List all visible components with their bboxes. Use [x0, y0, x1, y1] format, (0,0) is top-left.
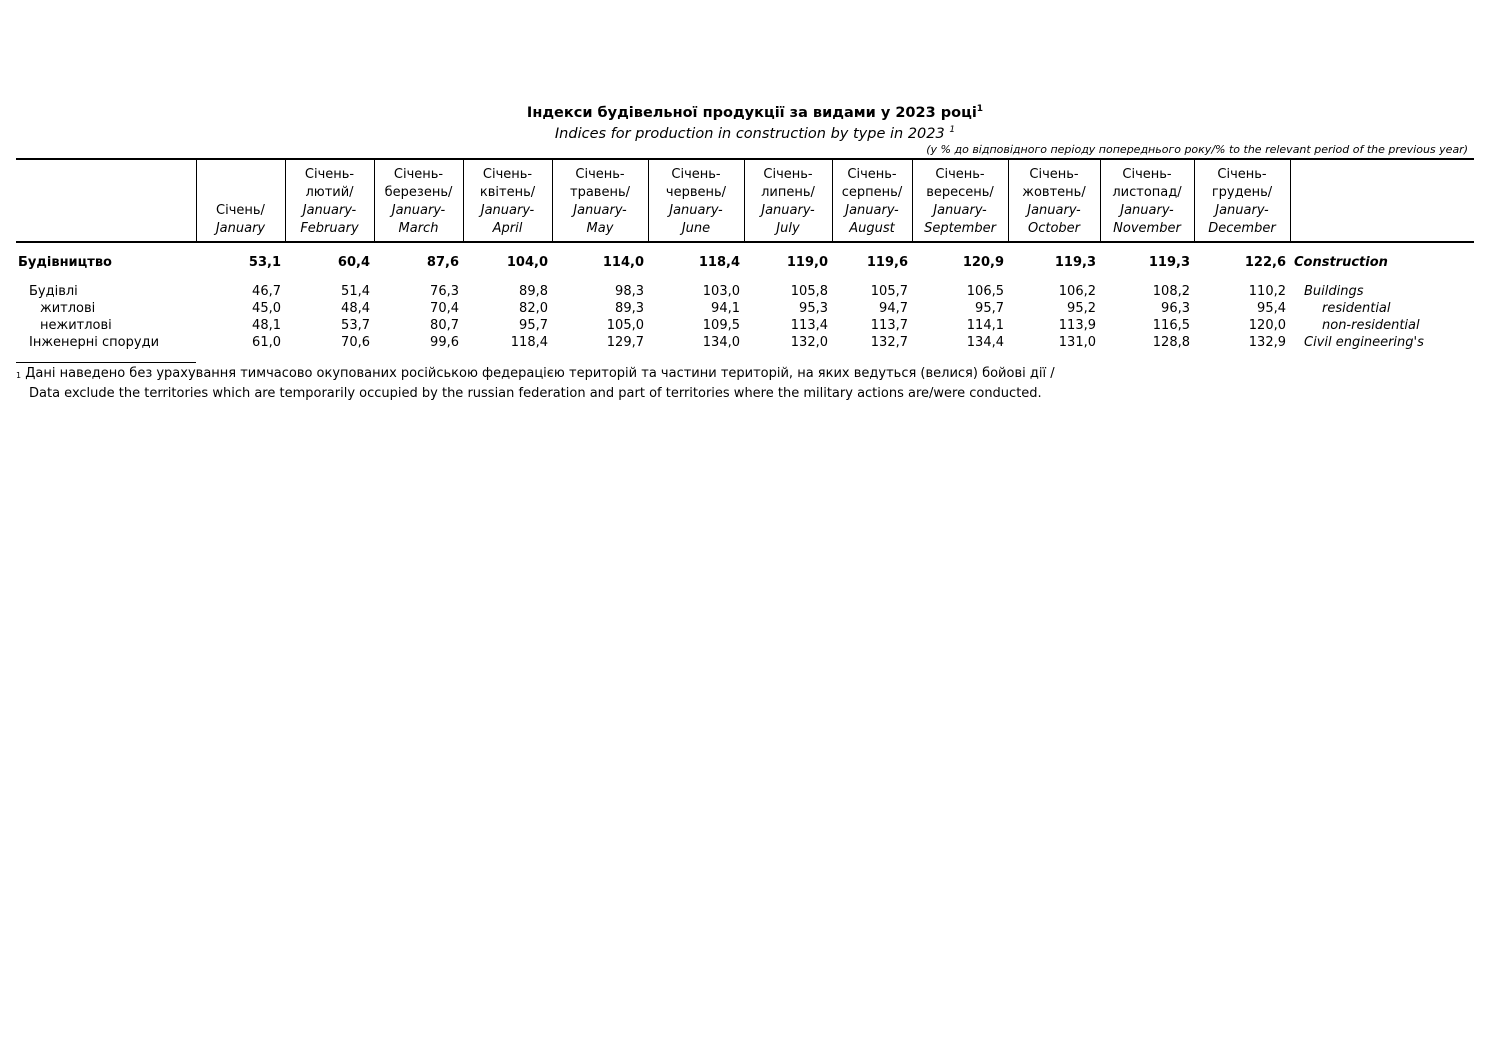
value-cell: 132,7 [870, 335, 908, 350]
value-cell: 89,8 [519, 284, 548, 299]
row-label-en: Buildings [1304, 284, 1364, 299]
header-empty-cell [16, 159, 196, 242]
value-cell: 128,8 [1152, 335, 1190, 350]
value-cell: 51,4 [341, 284, 370, 299]
value-cell: 60,4 [337, 255, 370, 270]
table-header-row [16, 159, 1474, 242]
value-cell: 134,0 [702, 335, 740, 350]
column-header-en: January- May [573, 203, 627, 236]
column-header-en: January- September [924, 203, 996, 236]
footnote-divider [16, 362, 196, 363]
document [16, 98, 1474, 404]
value-cell: 118,4 [698, 255, 740, 270]
table-body [16, 242, 1474, 351]
value-cell: 105,7 [870, 284, 908, 299]
value-cell: 122,6 [1244, 255, 1286, 270]
subtitle-footnote-mark: 1 [949, 125, 956, 135]
value-cell: 108,2 [1152, 284, 1190, 299]
column-header-uk: Січень- серпень/ [841, 167, 903, 200]
column-header-6 [744, 159, 832, 242]
column-header-en: January- October [1027, 203, 1081, 236]
value-cell: 106,2 [1058, 284, 1096, 299]
value-cell: 48,1 [252, 318, 281, 333]
value-cell: 103,0 [702, 284, 740, 299]
row-label-uk: житлові [40, 301, 96, 316]
value-cell: 114,1 [966, 318, 1004, 333]
value-cell: 104,0 [506, 255, 548, 270]
column-header-en: January [215, 221, 266, 236]
value-cell: 61,0 [252, 335, 281, 350]
value-cell: 118,4 [510, 335, 548, 350]
table-row [16, 317, 1474, 334]
table-row [16, 252, 1474, 274]
column-header-uk: Січень- березень/ [384, 167, 453, 200]
column-header-en: January- December [1208, 203, 1276, 236]
value-cell: 96,3 [1161, 301, 1190, 316]
value-cell: 113,4 [790, 318, 828, 333]
column-header-uk: Січень- червень/ [665, 167, 727, 200]
value-cell: 119,3 [1148, 255, 1190, 270]
column-header-5 [648, 159, 744, 242]
row-label-uk: Будівлі [29, 284, 78, 299]
value-cell: 105,0 [606, 318, 644, 333]
column-header-4 [552, 159, 648, 242]
value-cell: 89,3 [615, 301, 644, 316]
column-header-uk: Січень- лютий/ [304, 167, 355, 200]
value-cell: 120,9 [962, 255, 1004, 270]
value-cell: 131,0 [1058, 335, 1096, 350]
table-row [16, 283, 1474, 300]
value-cell: 45,0 [252, 301, 281, 316]
row-label-en: Civil engineering's [1304, 335, 1424, 350]
column-header-uk: Січень- вересень/ [926, 167, 994, 200]
column-header-en: January- June [669, 203, 723, 236]
value-cell: 95,3 [799, 301, 828, 316]
table-row [16, 300, 1474, 317]
value-cell: 119,6 [866, 255, 908, 270]
value-cell: 95,4 [1257, 301, 1286, 316]
column-header-9 [1008, 159, 1100, 242]
value-cell: 110,2 [1248, 284, 1286, 299]
row-label-uk: Будівництво [18, 255, 112, 270]
value-cell: 106,5 [966, 284, 1004, 299]
footnote-mark: 1 [16, 371, 22, 380]
column-header-8 [912, 159, 1008, 242]
value-cell: 120,0 [1248, 318, 1286, 333]
value-cell: 48,4 [341, 301, 370, 316]
value-cell: 134,4 [966, 335, 1004, 350]
row-label-uk: Інженерні споруди [29, 335, 160, 350]
value-cell: 119,0 [786, 255, 828, 270]
value-cell: 70,4 [430, 301, 459, 316]
table-row [16, 334, 1474, 351]
column-header-uk: Січень- травень/ [570, 167, 630, 200]
column-header-10 [1100, 159, 1194, 242]
value-cell: 70,6 [341, 335, 370, 350]
footnote [16, 364, 1474, 404]
value-cell: 82,0 [519, 301, 548, 316]
column-header-2 [374, 159, 463, 242]
spacer-cell [16, 274, 1474, 283]
value-cell: 87,6 [426, 255, 459, 270]
value-cell: 53,7 [341, 318, 370, 333]
value-cell: 98,3 [615, 284, 644, 299]
footnote-text-uk: Дані наведено без урахування тимчасово окупованих російською федерацією територій та частини територій, на яких ведуться (велися) бойові дії / [25, 366, 1055, 381]
column-header-en: January- April [480, 203, 535, 236]
value-cell: 105,8 [790, 284, 828, 299]
value-cell: 94,7 [879, 301, 908, 316]
column-header-11 [1194, 159, 1290, 242]
title-footnote-mark: 1 [976, 104, 984, 114]
row-label-en: non-residential [1322, 318, 1420, 333]
spacer-row [16, 274, 1474, 283]
column-header-en: January- February [300, 203, 359, 236]
row-label-en: Construction [1294, 255, 1388, 270]
column-header-0 [196, 159, 285, 242]
column-header-1 [285, 159, 374, 242]
value-cell: 95,7 [519, 318, 548, 333]
header-empty-cell-right [1290, 159, 1474, 242]
column-header-uk: Січень- листопад/ [1112, 167, 1182, 200]
spacer-row [16, 242, 1474, 252]
column-header-en: January- August [845, 203, 899, 236]
footnote-line-2: Data exclude the territories which are temporarily occupied by the russian federation and part of territories where the military actions are/were conducted. [29, 386, 1042, 401]
value-cell: 119,3 [1054, 255, 1096, 270]
indices-table [16, 158, 1474, 351]
value-cell: 46,7 [252, 284, 281, 299]
footnote-line-1 [16, 364, 1474, 384]
value-cell: 116,5 [1152, 318, 1190, 333]
table-title-text: Індекси будівельної продукції за видами у 2023 році [526, 104, 977, 121]
value-cell: 114,0 [602, 255, 644, 270]
table-title [16, 98, 1474, 120]
table-subtitle [16, 120, 1474, 142]
value-cell: 132,9 [1248, 335, 1286, 350]
column-header-en: January- July [761, 203, 815, 236]
value-cell: 53,1 [248, 255, 281, 270]
units-note: (у % до відповідного періоду попереднього року/% to the relevant period of the previous year) [926, 143, 1468, 156]
value-cell: 113,7 [870, 318, 908, 333]
column-header-en: January- March [391, 203, 446, 236]
value-cell: 94,1 [711, 301, 740, 316]
value-cell: 99,6 [430, 335, 459, 350]
spacer-cell [16, 242, 1474, 252]
value-cell: 129,7 [606, 335, 644, 350]
value-cell: 95,2 [1067, 301, 1096, 316]
table-subtitle-text: Indices for production in construction by type in 2023 [554, 125, 945, 142]
column-header-en: January- November [1113, 203, 1181, 236]
row-label-uk: нежитлові [40, 318, 112, 333]
column-header-uk: Січень- грудень/ [1211, 167, 1273, 200]
row-label-en: residential [1322, 301, 1391, 316]
value-cell: 113,9 [1058, 318, 1096, 333]
column-header-7 [832, 159, 912, 242]
column-header-uk: Січень- квітень/ [479, 167, 536, 200]
column-header-uk: Січень- липень/ [761, 167, 815, 200]
value-cell: 80,7 [430, 318, 459, 333]
column-header-3 [463, 159, 552, 242]
value-cell: 109,5 [702, 318, 740, 333]
value-cell: 132,0 [790, 335, 828, 350]
column-header-uk: Січень- жовтень/ [1022, 167, 1086, 200]
value-cell: 95,7 [975, 301, 1004, 316]
column-header-uk: Січень/ [216, 203, 265, 218]
value-cell: 76,3 [430, 284, 459, 299]
